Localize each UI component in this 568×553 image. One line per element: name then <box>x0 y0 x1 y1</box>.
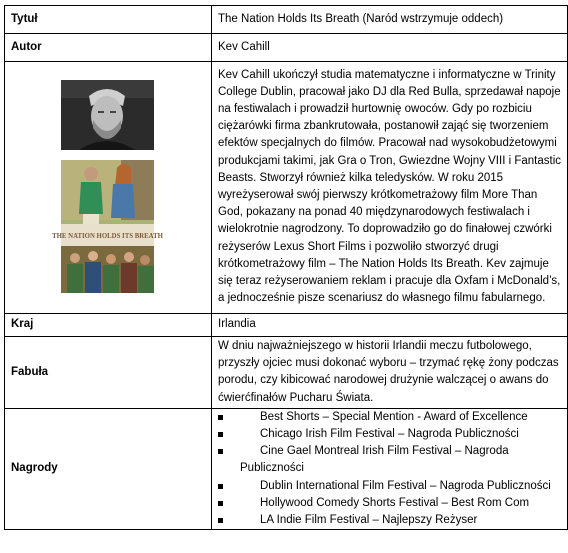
award-text: Cine Gael Montreal Irish Film Festival – Nagroda Publiczności <box>240 445 509 475</box>
award-text: Dublin International Film Festival – Nagroda Publiczności <box>260 479 551 492</box>
row-country <box>5 314 568 337</box>
row-bio <box>5 62 568 314</box>
author-value: Kev Cahill <box>212 34 568 62</box>
plot-value: W dniu najważniejszego w historii Irlandii meczu futbolowego, przyszły ojciec musi dokonać wyboru – trzymać rękę żony podczas porodu, czy kibicować narodowej drużynie walczącej o awans do ćwierćfinałów Pucharu Świata. <box>212 337 568 409</box>
title-value: The Nation Holds Its Breath (Naród wstrzymuje oddech) <box>212 6 568 34</box>
award-text: Best Shorts – Special Mention - Award of Excellence <box>260 410 528 423</box>
poster-title: THE NATION HOLDS ITS BREATH <box>52 233 163 240</box>
row-awards <box>5 408 568 529</box>
bullet-icon <box>218 415 223 420</box>
bio-images-cell <box>5 62 212 314</box>
awards-cell <box>212 408 568 529</box>
award-item <box>218 426 561 443</box>
film-poster-image <box>52 160 163 293</box>
plot-label: Fabuła <box>5 337 212 409</box>
award-item <box>218 512 561 529</box>
director-portrait-image <box>61 80 154 150</box>
award-item <box>218 478 561 495</box>
bullet-icon <box>218 432 223 437</box>
bullet-icon <box>218 501 223 506</box>
award-item <box>218 495 561 512</box>
bio-value: Kev Cahill ukończył studia matematyczne i informatyczne w Trinity College Dublin, pracował jako DJ dla Red Bulla, sprzedawał napoje na festiwalach i prowadził hurtownię owoców. Gdy po rozbiciu ciężarówki firma zbankrutowała, postanowił zająć się tworzeniem efektów specjalnych do filmów. Pracował nad wysokobudżetowymi produkcjami takimi, jak Gra o Tron, Gwiezdne Wojny VIII i Fantastic Beasts. Stworzył również kilka teledysków. W roku 2015 wyreżyserował swój pierwszy krótkometrażowy film More Than God, pokazany na ponad 40 międzynarodowych festiwalach i wielokrotnie nagrodzony. To doprowadziło go do finałowej czwórki reżyserów Lexus Short Films i pozwoliło stworzyć drugi krótkometrażowy film – The Nation Holds Its Breath. Kev zajmuje się teraz reżyserowaniem reklam i pracuje dla Oxfam i McDonald’s, a jednocześnie pisze scenariusz do własnego filmu fabularnego. <box>212 62 568 314</box>
awards-list <box>218 409 561 529</box>
awards-label: Nagrody <box>5 408 212 529</box>
award-text: Chicago Irish Film Festival – Nagroda Publiczności <box>260 428 519 441</box>
award-text: LA Indie Film Festival – Najlepszy Reżyser <box>260 514 478 527</box>
award-item <box>218 409 561 426</box>
country-label: Kraj <box>5 314 212 337</box>
country-value: Irlandia <box>212 314 568 337</box>
award-text: Hollywood Comedy Shorts Festival – Best Rom Com <box>260 496 530 509</box>
author-label: Autor <box>5 34 212 62</box>
row-title <box>5 6 568 34</box>
row-author <box>5 34 568 62</box>
row-plot <box>5 337 568 409</box>
bullet-icon <box>218 449 223 454</box>
bullet-icon <box>218 484 223 489</box>
bullet-icon <box>218 518 223 523</box>
title-label: Tytuł <box>5 6 212 34</box>
award-item <box>218 443 561 477</box>
film-info-table <box>4 5 568 530</box>
